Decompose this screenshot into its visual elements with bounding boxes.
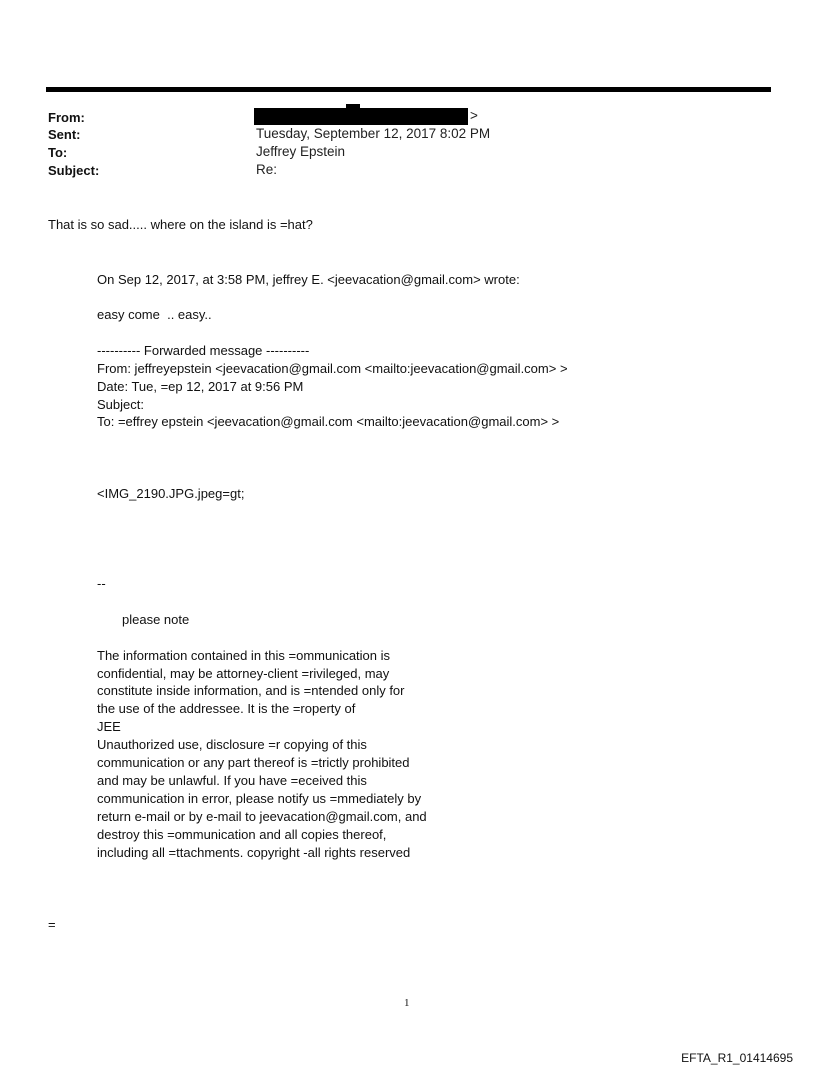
- from-value-suffix: >: [470, 108, 478, 123]
- disclaimer-line: including all =ttachments. copyright -all rights reserved: [97, 845, 411, 860]
- forwarded-from: From: jeffreyepstein <jeevacation@gmail.com <mailto:jeevacation@gmail.com> >: [97, 361, 568, 376]
- signature-separator: --: [97, 576, 106, 591]
- forwarded-date: Date: Tue, =ep 12, 2017 at 9:56 PM: [97, 379, 304, 394]
- disclaimer-line: the use of the addressee. It is the =roperty of: [97, 701, 356, 716]
- reply-text: That is so sad..... where on the island is =hat?: [48, 217, 313, 232]
- attachment-reference: <IMG_2190.JPG.jpeg=gt;: [97, 486, 245, 501]
- subject-label: Subject:: [48, 163, 100, 178]
- to-label: To:: [48, 145, 68, 160]
- redaction-bar: [254, 108, 468, 125]
- to-value: Jeffrey Epstein: [256, 144, 346, 159]
- sent-label: Sent:: [48, 127, 81, 142]
- disclaimer-line: communication or any part thereof is =trictly prohibited: [97, 755, 410, 770]
- forwarded-subject: Subject:: [97, 397, 144, 412]
- disclaimer-line: Unauthorized use, disclosure =r copying of this: [97, 737, 367, 752]
- disclaimer-line: The information contained in this =ommunication is: [97, 648, 391, 663]
- sent-value: Tuesday, September 12, 2017 8:02 PM: [256, 126, 491, 141]
- disclaimer-line: JEE: [97, 719, 121, 734]
- disclaimer-line: and may be unlawful. If you have =eceived this: [97, 773, 367, 788]
- disclaimer-line: return e-mail or by e-mail to jeevacation@gmail.com, and: [97, 809, 427, 824]
- header-divider: [46, 87, 771, 92]
- subject-value: Re:: [256, 162, 278, 177]
- quoted-message: easy come .. easy..: [97, 307, 212, 322]
- bates-id: EFTA_R1_01414695: [681, 1051, 793, 1065]
- forwarded-to: To: =effrey epstein <jeevacation@gmail.com <mailto:jeevacation@gmail.com> >: [97, 414, 560, 429]
- page-number: 1: [404, 997, 410, 1009]
- disclaimer-line: destroy this =ommunication and all copies thereof,: [97, 827, 387, 842]
- quote-attribution: On Sep 12, 2017, at 3:58 PM, jeffrey E. <jeevacation@gmail.com> wrote:: [97, 272, 520, 287]
- trailing-marker: =: [48, 917, 56, 932]
- please-note: please note: [122, 612, 190, 627]
- disclaimer-line: constitute inside information, and is =ntended only for: [97, 683, 405, 698]
- disclaimer-line: communication in error, please notify us =mmediately by: [97, 791, 422, 806]
- disclaimer-line: confidential, may be attorney-client =rivileged, may: [97, 666, 390, 681]
- from-label: From:: [48, 110, 85, 125]
- forward-separator: ---------- Forwarded message ----------: [97, 343, 310, 358]
